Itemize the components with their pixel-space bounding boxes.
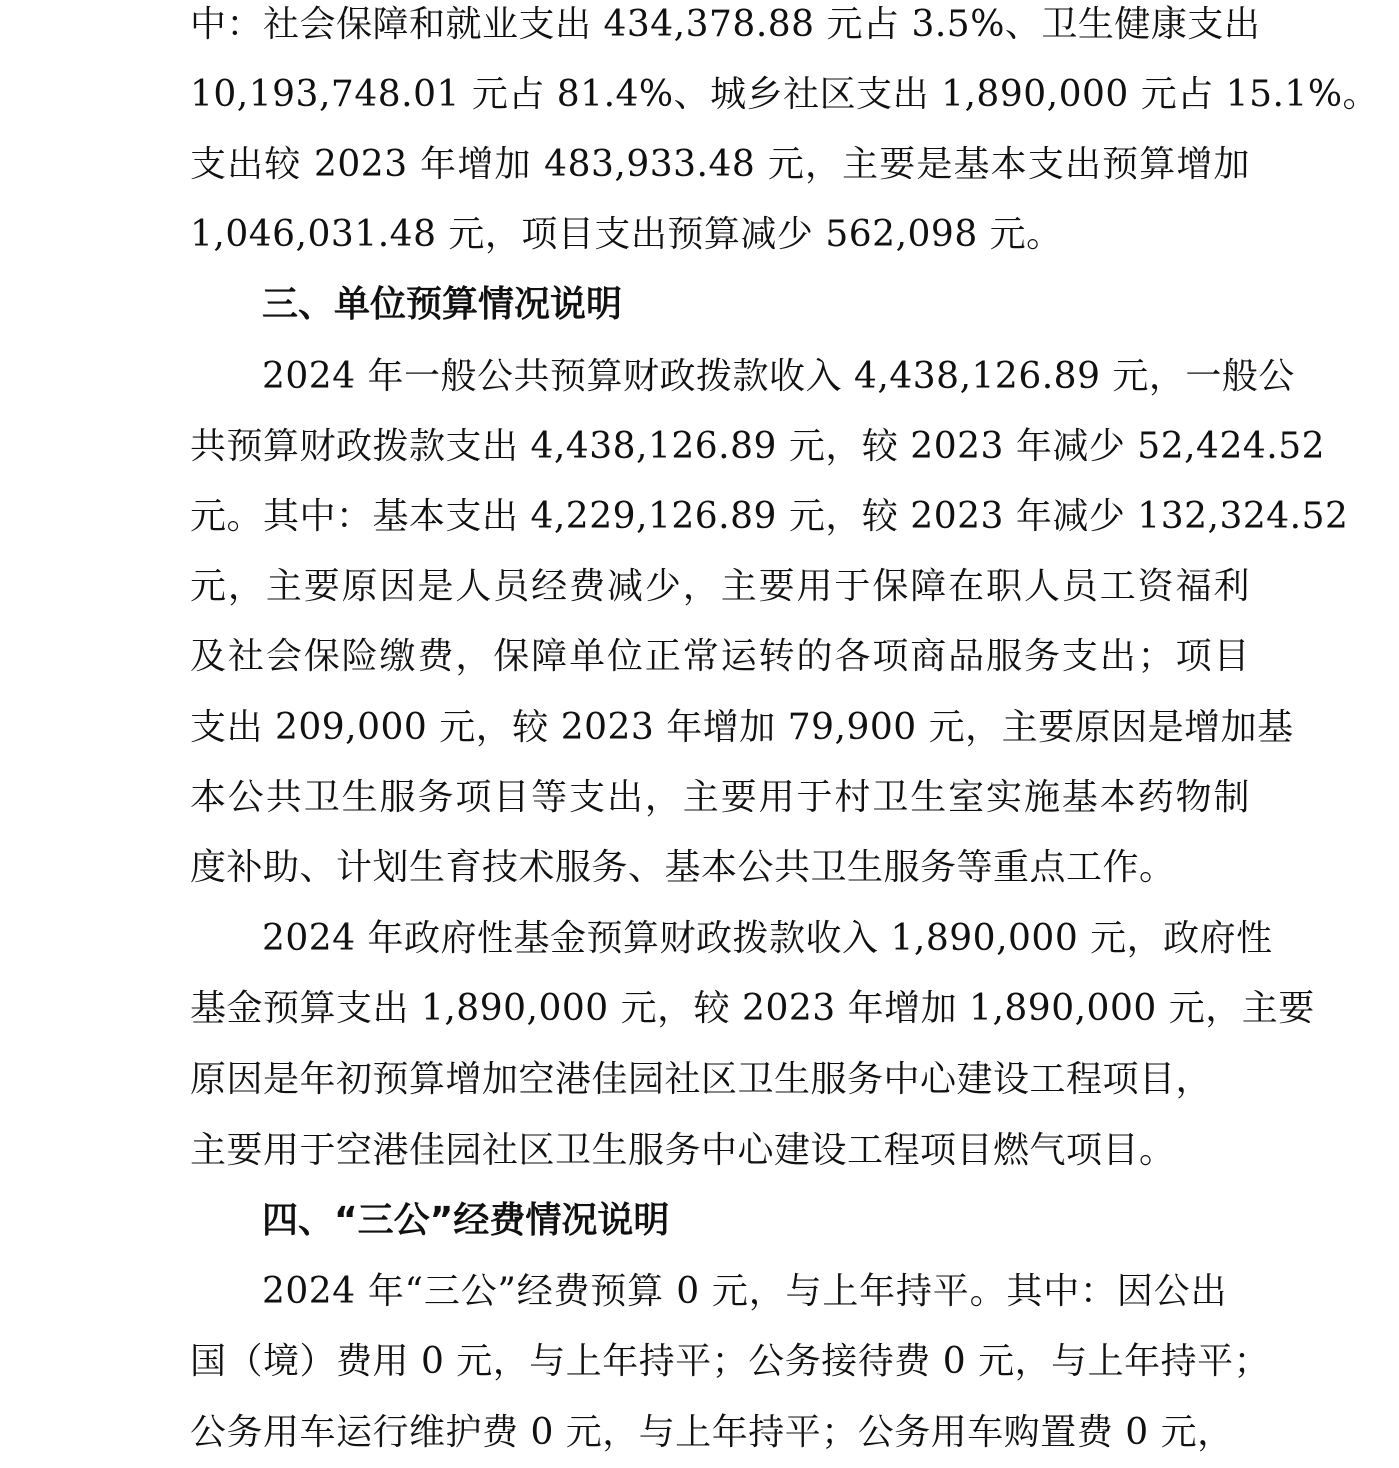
text-line: 元。其中：基本支出 4,229,126.89 元，较 2023 年减少 132,324.52 xyxy=(190,496,1349,537)
section-heading: 三、单位预算情况说明 xyxy=(262,284,623,325)
text-line: 2024 年一般公共预算财政拨款收入 4,438,126.89 元，一般公 xyxy=(262,356,1295,397)
text-line: 支出较 2023 年增加 483,933.48 元，主要是基本支出预算增加 xyxy=(190,144,1250,185)
text-line: 中：社会保障和就业支出 434,378.88 元占 3.5%、卫生健康支出 xyxy=(190,4,1261,45)
text-line: 2024 年政府性基金预算财政拨款收入 1,890,000 元，政府性 xyxy=(262,918,1273,959)
text-line: 公务用车运行维护费 0 元，与上年持平；公务用车购置费 0 元， xyxy=(190,1412,1234,1453)
text-line: 主要用于空港佳园社区卫生服务中心建设工程项目燃气项目。 xyxy=(190,1130,1176,1171)
text-line: 原因是年初预算增加空港佳园社区卫生服务中心建设工程项目， xyxy=(190,1059,1213,1100)
text-line: 度补助、计划生育技术服务、基本公共卫生服务等重点工作。 xyxy=(190,847,1176,888)
text-line: 基金预算支出 1,890,000 元，较 2023 年增加 1,890,000 元，主要 xyxy=(190,988,1315,1029)
text-line: 及社会保险缴费，保障单位正常运转的各项商品服务支出；项目 xyxy=(190,636,1250,677)
text-line: 本公共卫生服务项目等支出，主要用于村卫生室实施基本药物制 xyxy=(190,777,1250,818)
text-line: 1,046,031.48 元，项目支出预算减少 562,098 元。 xyxy=(190,214,1063,255)
text-line: 元，主要原因是人员经费减少，主要用于保障在职人员工资福利 xyxy=(190,566,1250,607)
text-line: 支出 209,000 元，较 2023 年增加 79,900 元，主要原因是增加基 xyxy=(190,707,1294,748)
text-line: 国（境）费用 0 元，与上年持平；公务接待费 0 元，与上年持平； xyxy=(190,1341,1271,1382)
section-heading: 四、“三公”经费情况说明 xyxy=(262,1200,670,1241)
text-line: 2024 年“三公”经费预算 0 元，与上年持平。其中：因公出 xyxy=(262,1271,1227,1312)
text-line: 10,193,748.01 元占 81.4%、城乡社区支出 1,890,000 元占 15.1%。 xyxy=(190,74,1380,115)
text-line: 共预算财政拨款支出 4,438,126.89 元，较 2023 年减少 52,424.52 xyxy=(190,426,1326,467)
